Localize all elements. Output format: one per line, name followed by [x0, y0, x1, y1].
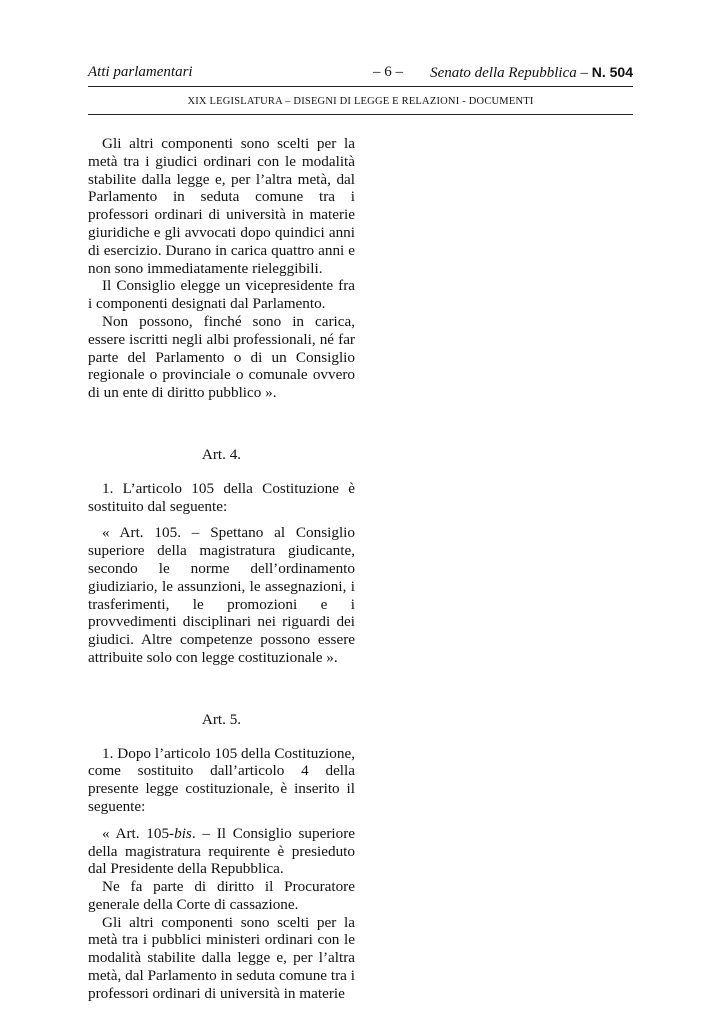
paragraph: Non possono, finché sono in carica, essere iscritti negli albi professionali, né far parte del Parlamento o di un Consiglio regionale o provinciale o comunale ovvero di un ente di diritto pubblico ». [88, 312, 355, 402]
article-5-paragraph: 1. Dopo l’articolo 105 della Costituzione, come sostituito dall’articolo 4 della presente legge costituzionale, è inserito il seguente: [88, 744, 355, 815]
header-rule-top [88, 86, 633, 87]
header-page-number: – 6 – [373, 64, 403, 80]
text-column [88, 135, 355, 1003]
page-header [88, 64, 633, 86]
quote-bis: bis [174, 824, 192, 842]
quote-start: « Art. 105- [102, 824, 175, 842]
header-senate-name: Senato della Repubblica [430, 65, 577, 81]
header-document-number: N. 504 [591, 64, 633, 80]
article-4-paragraph: 1. L’articolo 105 della Costituzione è sostituito dal seguente: [88, 479, 355, 515]
paragraph: Gli altri componenti sono scelti per la metà tra i pubblici ministeri ordinari con le modalità stabilite dalla legge e, per l’altra metà, dal Parlamento in seduta comune tra i professori ordinari di università in materie [88, 913, 355, 1002]
article-4-quote: « Art. 105. – Spettano al Consiglio superiore della magistratura giudicante, secondo le norme dell’ordinamento giudiziario, le assunzioni, le assegnazioni, i trasferimenti, le promozioni e i provvedimenti disciplinari nei riguardi dei giudici. Altre competenze possono essere attribuite solo con legge costituzionale ». [88, 524, 355, 666]
article-5-heading: Art. 5. [201, 710, 242, 728]
article-5-quote [88, 825, 355, 878]
article-4-heading: Art. 4. [201, 445, 242, 463]
header-senate [430, 64, 633, 82]
header-dash: – [576, 65, 592, 81]
paragraph: Ne fa parte di diritto il Procuratore generale della Corte di cassazione. [88, 878, 355, 913]
header-rule-bottom [88, 114, 633, 115]
legislature-subheader: XIX LEGISLATURA – DISEGNI DI LEGGE E RELAZIONI - DOCUMENTI [187, 96, 534, 107]
paragraph: Gli altri componenti sono scelti per la metà tra i giudici ordinari con le modalità stabilite dalla legge e, per l’altra metà, dal Parlamento in seduta comune tra i professori ordinari di università in materie giuridiche e gli avvocati dopo quindici anni di esercizio. Durano in carica quattro anni e non sono immediatamente rieleggibili. [88, 135, 355, 277]
quote-rest: . – Il Consiglio superiore della magistratura requirente è presieduto dal Presidente della Repubblica. [88, 824, 356, 878]
paragraph: Il Consiglio elegge un vicepresidente fra i componenti designati dal Parlamento. [88, 277, 355, 313]
header-publication: Atti parlamentari [88, 64, 193, 80]
